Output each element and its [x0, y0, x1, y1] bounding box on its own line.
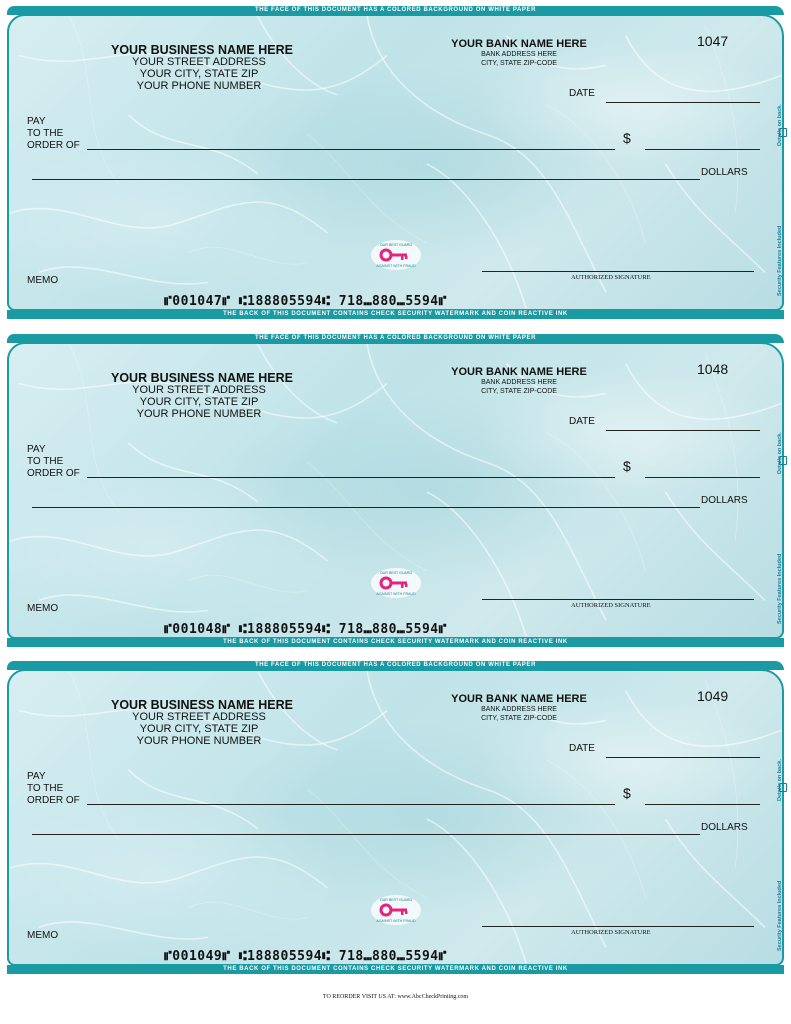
micr-line: ⑈001049⑈ ⑆188805594⑆ 718⑉880⑉5594⑈	[164, 949, 447, 964]
signature-field[interactable]	[482, 926, 754, 927]
check	[7, 334, 784, 647]
amount-words-field[interactable]	[32, 179, 700, 180]
dollar-sign: $	[623, 785, 631, 801]
bank-address: BANK ADDRESS HERE	[481, 706, 557, 713]
side-security-features-text: Security Features Included	[777, 880, 783, 951]
signature-field[interactable]	[482, 599, 754, 600]
memo-label: MEMO	[27, 603, 59, 614]
micr-line: ⑈001048⑈ ⑆188805594⑆ 718⑉880⑉5594⑈	[164, 622, 447, 637]
memo-label: MEMO	[27, 275, 59, 286]
logo-text-bottom: AGAINST WITH FRAUD	[376, 592, 416, 596]
to-the-label: TO THE	[27, 128, 64, 139]
bank-city: CITY, STATE ZIP-CODE	[481, 388, 557, 395]
business-phone: YOUR PHONE NUMBER	[136, 408, 262, 420]
order-of-label: ORDER OF	[27, 468, 80, 479]
bank-name: YOUR BANK NAME HERE	[451, 38, 587, 50]
check-number: 1047	[697, 33, 729, 49]
bank-address: BANK ADDRESS HERE	[481, 379, 557, 386]
business-name: YOUR BUSINESS NAME HERE	[111, 43, 293, 57]
check	[7, 6, 784, 319]
side-details-text: Details on back.	[777, 104, 783, 146]
memo-label: MEMO	[27, 930, 59, 941]
order-of-label: ORDER OF	[27, 140, 80, 151]
amount-words-field[interactable]	[32, 834, 700, 835]
business-street: YOUR STREET ADDRESS	[132, 56, 266, 68]
key-logo-icon	[369, 567, 423, 599]
dollars-label: DOLLARS	[701, 495, 748, 506]
business-name: YOUR BUSINESS NAME HERE	[111, 698, 293, 712]
business-city: YOUR CITY, STATE ZIP	[139, 68, 259, 80]
lock-icon	[779, 456, 787, 465]
signature-field[interactable]	[482, 271, 754, 272]
logo-text-top: OUR BEST GUARD	[379, 898, 413, 902]
top-security-strip: THE FACE OF THIS DOCUMENT HAS A COLORED BACKGROUND ON WHITE PAPER	[7, 661, 784, 670]
pay-label: PAY	[27, 116, 46, 127]
date-field[interactable]	[606, 430, 760, 431]
side-security-features-text: Security Features Included	[777, 553, 783, 624]
date-label: DATE	[569, 88, 595, 99]
lock-icon	[779, 783, 787, 792]
business-phone: YOUR PHONE NUMBER	[136, 735, 262, 747]
check-face	[7, 342, 784, 639]
payee-field[interactable]	[87, 804, 615, 805]
signature-label: AUTHORIZED SIGNATURE	[571, 274, 651, 281]
check-number: 1048	[697, 361, 729, 377]
side-details-text: Details on back.	[777, 759, 783, 801]
date-field[interactable]	[606, 757, 760, 758]
dollar-sign: $	[623, 130, 631, 146]
bank-name: YOUR BANK NAME HERE	[451, 693, 587, 705]
bottom-security-strip: THE BACK OF THIS DOCUMENT CONTAINS CHECK SECURITY WATERMARK AND COIN REACTIVE INK	[7, 965, 784, 974]
to-the-label: TO THE	[27, 456, 64, 467]
dollar-sign: $	[623, 458, 631, 474]
side-security-text	[776, 404, 790, 624]
pay-label: PAY	[27, 444, 46, 455]
logo-text-top: OUR BEST GUARD	[379, 571, 413, 575]
amount-field[interactable]	[645, 804, 760, 805]
check	[7, 661, 784, 974]
business-city: YOUR CITY, STATE ZIP	[139, 396, 259, 408]
order-of-label: ORDER OF	[27, 795, 80, 806]
reorder-footer: TO REORDER VISIT US AT: www.AbcCheckPrinting.com	[322, 994, 469, 1000]
check-face	[7, 14, 784, 311]
logo-text-bottom: AGAINST WITH FRAUD	[376, 919, 416, 923]
payee-field[interactable]	[87, 477, 615, 478]
side-details-text: Details on back.	[777, 432, 783, 474]
amount-words-field[interactable]	[32, 507, 700, 508]
bank-name: YOUR BANK NAME HERE	[451, 366, 587, 378]
dollars-label: DOLLARS	[701, 822, 748, 833]
amount-field[interactable]	[645, 477, 760, 478]
bank-city: CITY, STATE ZIP-CODE	[481, 715, 557, 722]
date-label: DATE	[569, 416, 595, 427]
to-the-label: TO THE	[27, 783, 64, 794]
side-security-text	[776, 731, 790, 951]
top-security-strip: THE FACE OF THIS DOCUMENT HAS A COLORED BACKGROUND ON WHITE PAPER	[7, 334, 784, 343]
date-label: DATE	[569, 743, 595, 754]
pay-label: PAY	[27, 771, 46, 782]
logo-text-top: OUR BEST GUARD	[379, 243, 413, 247]
bottom-security-strip: THE BACK OF THIS DOCUMENT CONTAINS CHECK SECURITY WATERMARK AND COIN REACTIVE INK	[7, 310, 784, 319]
key-logo-icon	[369, 239, 423, 271]
key-logo-icon	[369, 894, 423, 926]
business-street: YOUR STREET ADDRESS	[132, 384, 266, 396]
bottom-security-strip: THE BACK OF THIS DOCUMENT CONTAINS CHECK SECURITY WATERMARK AND COIN REACTIVE INK	[7, 638, 784, 647]
side-security-features-text: Security Features Included	[777, 225, 783, 296]
bank-address: BANK ADDRESS HERE	[481, 51, 557, 58]
dollars-label: DOLLARS	[701, 167, 748, 178]
check-number: 1049	[697, 688, 729, 704]
side-security-text	[776, 76, 790, 296]
business-name: YOUR BUSINESS NAME HERE	[111, 371, 293, 385]
micr-line: ⑈001047⑈ ⑆188805594⑆ 718⑉880⑉5594⑈	[164, 294, 447, 309]
check-face	[7, 669, 784, 966]
amount-field[interactable]	[645, 149, 760, 150]
business-phone: YOUR PHONE NUMBER	[136, 80, 262, 92]
bank-city: CITY, STATE ZIP-CODE	[481, 60, 557, 67]
payee-field[interactable]	[87, 149, 615, 150]
lock-icon	[779, 128, 787, 137]
business-street: YOUR STREET ADDRESS	[132, 711, 266, 723]
signature-label: AUTHORIZED SIGNATURE	[571, 929, 651, 936]
date-field[interactable]	[606, 102, 760, 103]
business-city: YOUR CITY, STATE ZIP	[139, 723, 259, 735]
top-security-strip: THE FACE OF THIS DOCUMENT HAS A COLORED BACKGROUND ON WHITE PAPER	[7, 6, 784, 15]
signature-label: AUTHORIZED SIGNATURE	[571, 602, 651, 609]
logo-text-bottom: AGAINST WITH FRAUD	[376, 264, 416, 268]
